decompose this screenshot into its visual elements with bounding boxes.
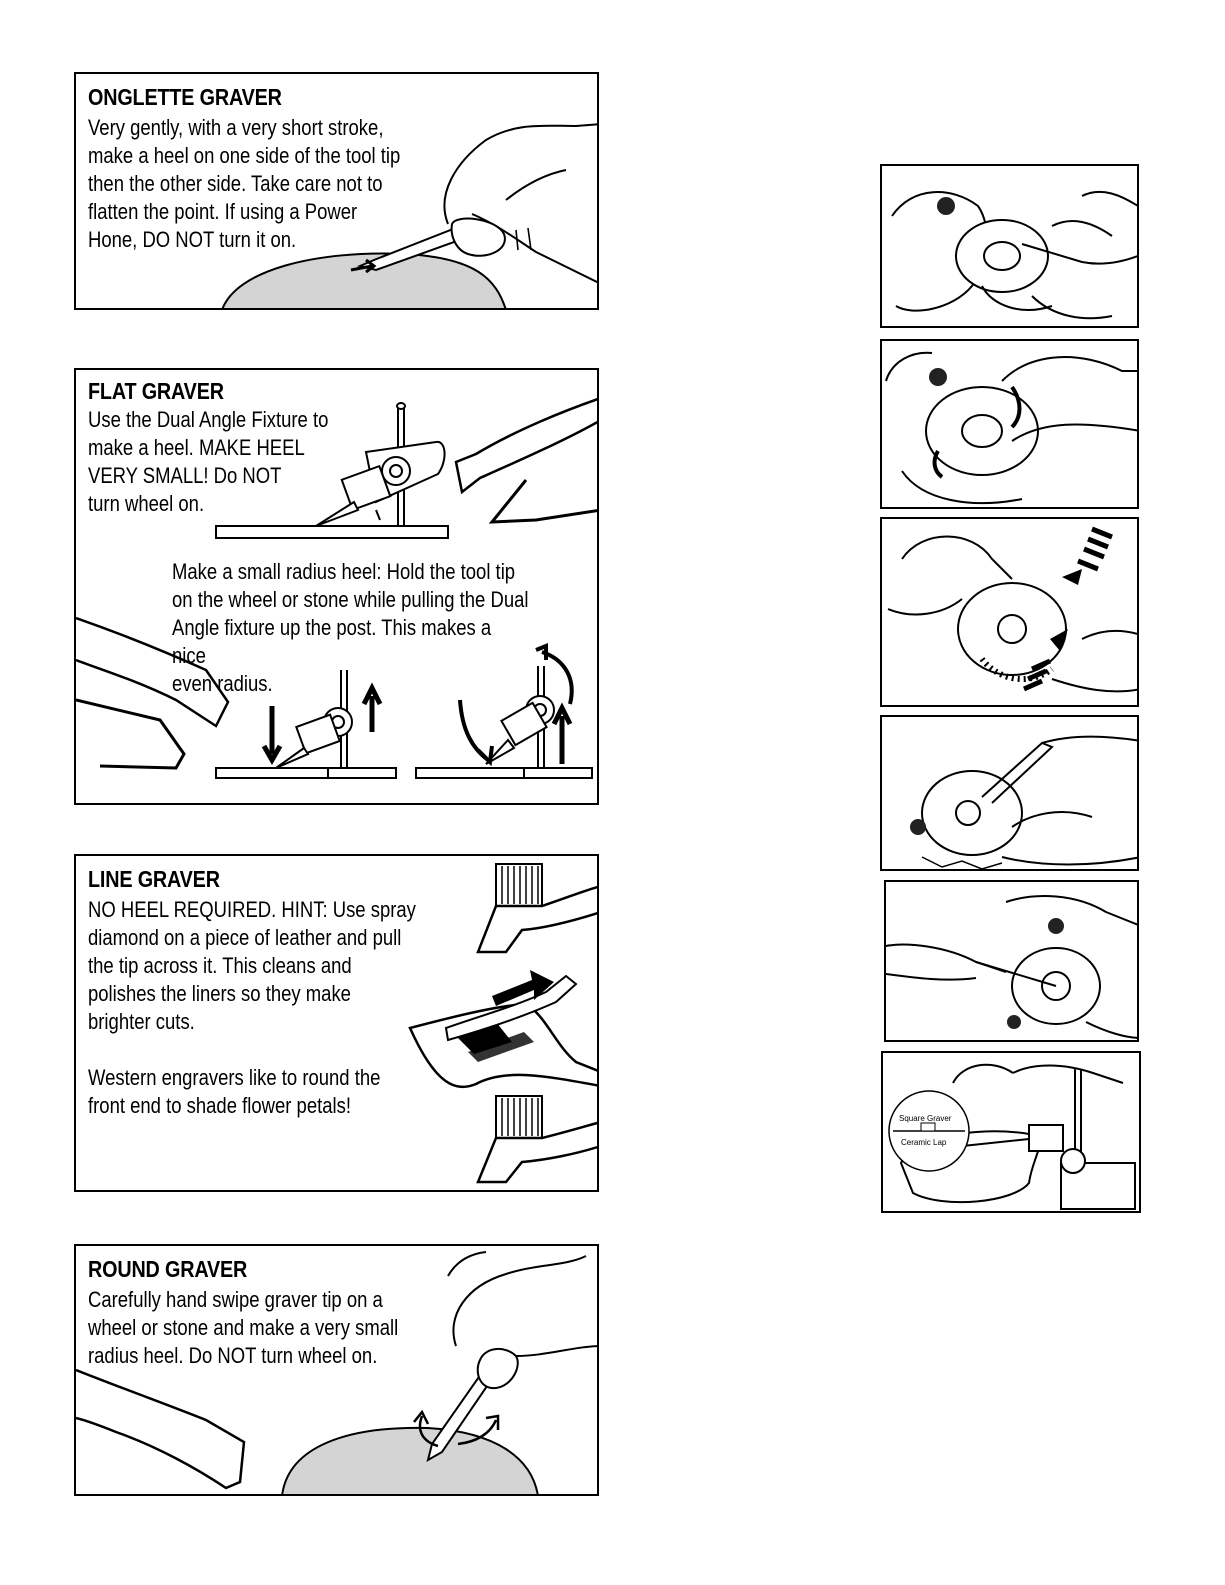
hands-with-arrows-photo — [882, 519, 1139, 707]
ceramic-lap-label: Ceramic Lap — [901, 1138, 947, 1147]
hex-key-adjustment-photo — [882, 717, 1139, 871]
round-title: ROUND GRAVER — [88, 1256, 248, 1282]
hand-outline — [444, 124, 599, 284]
round-graver-illustration — [76, 1246, 599, 1496]
line-instructions: NO HEEL REQUIRED. HINT: Use spray diamond on a piece of leather and pull the tip across it. This cleans and polishes the liners so they make brighter cuts. — [88, 897, 416, 1034]
square-graver-label: Square Graver — [899, 1114, 952, 1123]
thumb — [452, 219, 505, 256]
line-graver-panel — [74, 854, 599, 1192]
step-photo-4 — [880, 715, 1139, 871]
step-photo-1 — [880, 164, 1139, 328]
liner-tool-bottom — [478, 1096, 599, 1182]
flat-graver-blade-top — [456, 398, 599, 492]
onglette-title: ONGLETTE GRAVER — [88, 84, 282, 110]
ceramic-lap-photo — [883, 1053, 1141, 1213]
round-graver-blade — [76, 1370, 244, 1488]
onglette-graver-panel — [74, 72, 599, 310]
onglette-instructions: Very gently, with a very short stroke, make a heel on one side of the tool tip then the other side. Take care not to flatten the point. If using a Power Hone, DO NOT turn it on. — [88, 115, 401, 252]
hands-adjusting-fixture-photo — [882, 341, 1139, 509]
flat-title: FLAT GRAVER — [88, 378, 224, 404]
thumb — [478, 1349, 518, 1388]
step-photo-6 — [881, 1051, 1141, 1213]
step-photo-3 — [880, 517, 1139, 707]
hand-outline — [448, 1252, 599, 1356]
flat-graver-panel — [74, 368, 599, 805]
liner-tool-top — [478, 864, 599, 952]
grinding-wheel — [222, 253, 506, 310]
flat-radius-instructions: Make a small radius heel: Hold the tool tip on the wheel or stone while pulling the Dual Angle fixture up the post. This makes a nice even radius. — [172, 559, 529, 696]
flat-instructions: Use the Dual Angle Fixture to make a heel. MAKE HEEL VERY SMALL! Do NOT turn wheel on. — [88, 407, 329, 516]
step-photo-5 — [884, 880, 1139, 1042]
hands-holding-fixture-photo — [882, 166, 1139, 328]
round-instructions: Carefully hand swipe graver tip on a wheel or stone and make a very small radius heel. Do NOT turn wheel on. — [88, 1287, 399, 1368]
step-photo-2 — [880, 339, 1139, 509]
line-title: LINE GRAVER — [88, 866, 220, 892]
grinding-wheel — [282, 1428, 538, 1496]
leather-strop — [410, 970, 599, 1087]
line-hint: Western engravers like to round the front end to shade flower petals! — [88, 1065, 381, 1118]
round-graver-panel — [74, 1244, 599, 1496]
tool-insertion-photo — [886, 882, 1139, 1042]
